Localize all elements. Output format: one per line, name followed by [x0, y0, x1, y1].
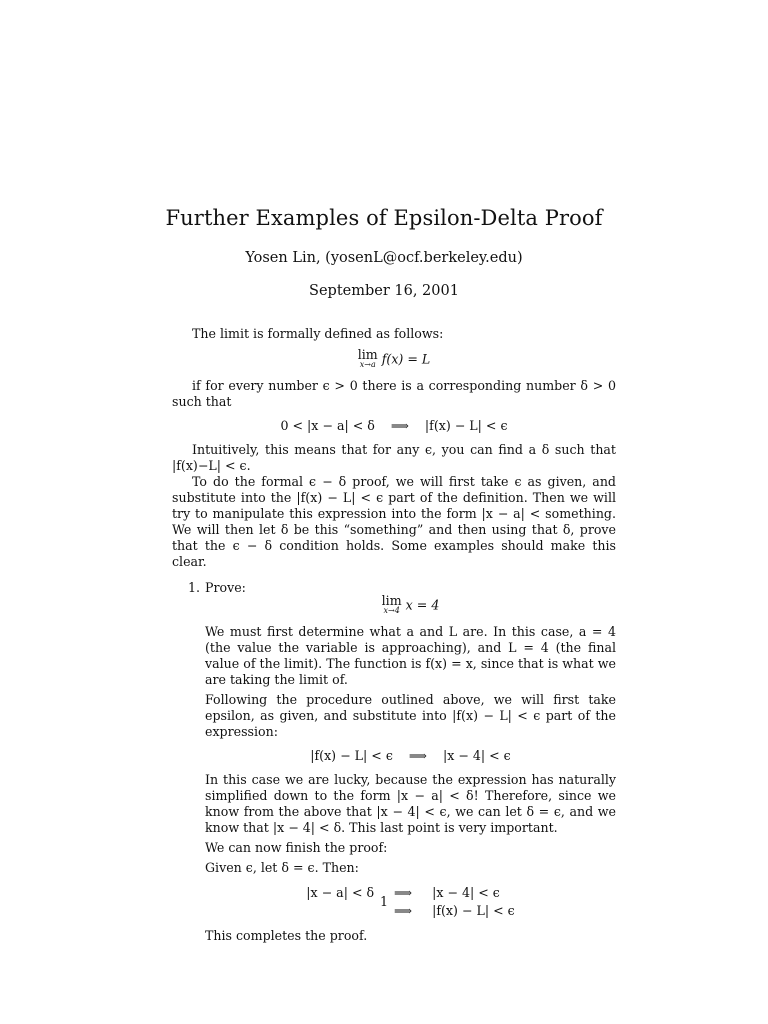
- epsilon-delta-implication: 0 < |x − a| < δ ⟹ |f(x) − L| < ϵ: [280, 418, 508, 433]
- document-body: [172, 326, 616, 944]
- implies-arrow: ⟹: [394, 903, 413, 918]
- intuition-paragraph: Intuitively, this means that for any ϵ, you can find a δ such that |f(x)−L| < ϵ.: [172, 442, 616, 473]
- substitute-paragraph: Following the procedure outlined above, we will first take epsilon, as given, and substitute into |f(x) − L| < ϵ part of the expression:: [205, 692, 616, 739]
- conclusion-paragraph: This completes the proof.: [205, 928, 368, 943]
- example-limit-equation: [205, 593, 616, 616]
- limit-rhs: f(x) = L: [381, 351, 431, 367]
- examples-list: [172, 580, 616, 944]
- equation-rhs: |x − 4| < ϵ: [432, 885, 500, 900]
- prove-label: Prove:: [205, 580, 246, 595]
- date-line: September 16, 2001: [309, 283, 459, 299]
- list-item-number: 1.: [188, 580, 201, 595]
- implies-arrow: ⟹: [394, 885, 413, 900]
- list-item: [172, 580, 616, 944]
- limit-definition-equation: [172, 347, 616, 370]
- limit-operator: lim x→4: [381, 593, 402, 615]
- determine-values-paragraph: We must first determine what a and L are. In this case, a = 4 (the value the variable is approaching), and L = 4 (the final value of the limit). The function is f(x) = x, since that is what we are taking the limit of.: [205, 624, 616, 687]
- definition-condition-paragraph: if for every number ϵ > 0 there is a corresponding number δ > 0 such that: [172, 378, 616, 409]
- finish-proof-paragraph: We can now finish the proof:: [205, 840, 388, 855]
- page-number: 1: [379, 894, 388, 909]
- author-line: Yosen Lin, (yosenL@ocf.berkeley.edu): [245, 250, 523, 266]
- limit-subscript: x→4: [383, 606, 400, 615]
- list-item-body: [205, 580, 616, 944]
- limit-operator: lim x→a: [357, 347, 378, 369]
- given-epsilon-paragraph: Given ϵ, let δ = ϵ. Then:: [205, 860, 359, 875]
- simplification-paragraph: In this case we are lucky, because the expression has naturally simplified down to the form |x − a| < δ! Therefore, since we know from the above that |x − 4| < ϵ, we can let δ = ϵ, and we know that |x − 4| < δ. This last point is very important.: [205, 772, 616, 835]
- substitution-equation: |f(x) − L| < ϵ ⟹ |x − 4| < ϵ: [310, 748, 511, 763]
- limit-rhs: x = 4: [405, 597, 440, 613]
- document-title: Further Examples of Epsilon-Delta Proof: [165, 206, 603, 230]
- procedure-paragraph: To do the formal ϵ − δ proof, we will first take ϵ as given, and substitute into the |f(x) − L| < ϵ part of the definition. Then we will try to manipulate this expression into the form |x − a| < something. We will then let δ be this “something” and then using that δ, prove that the ϵ − δ condition holds. Some examples should make this clear.: [172, 474, 616, 569]
- intro-paragraph: The limit is formally defined as follows:: [192, 326, 444, 341]
- limit-subscript: x→a: [359, 360, 376, 369]
- equation-rhs: |f(x) − L| < ϵ: [432, 903, 515, 918]
- equation-lhs: |x − a| < δ: [306, 885, 375, 900]
